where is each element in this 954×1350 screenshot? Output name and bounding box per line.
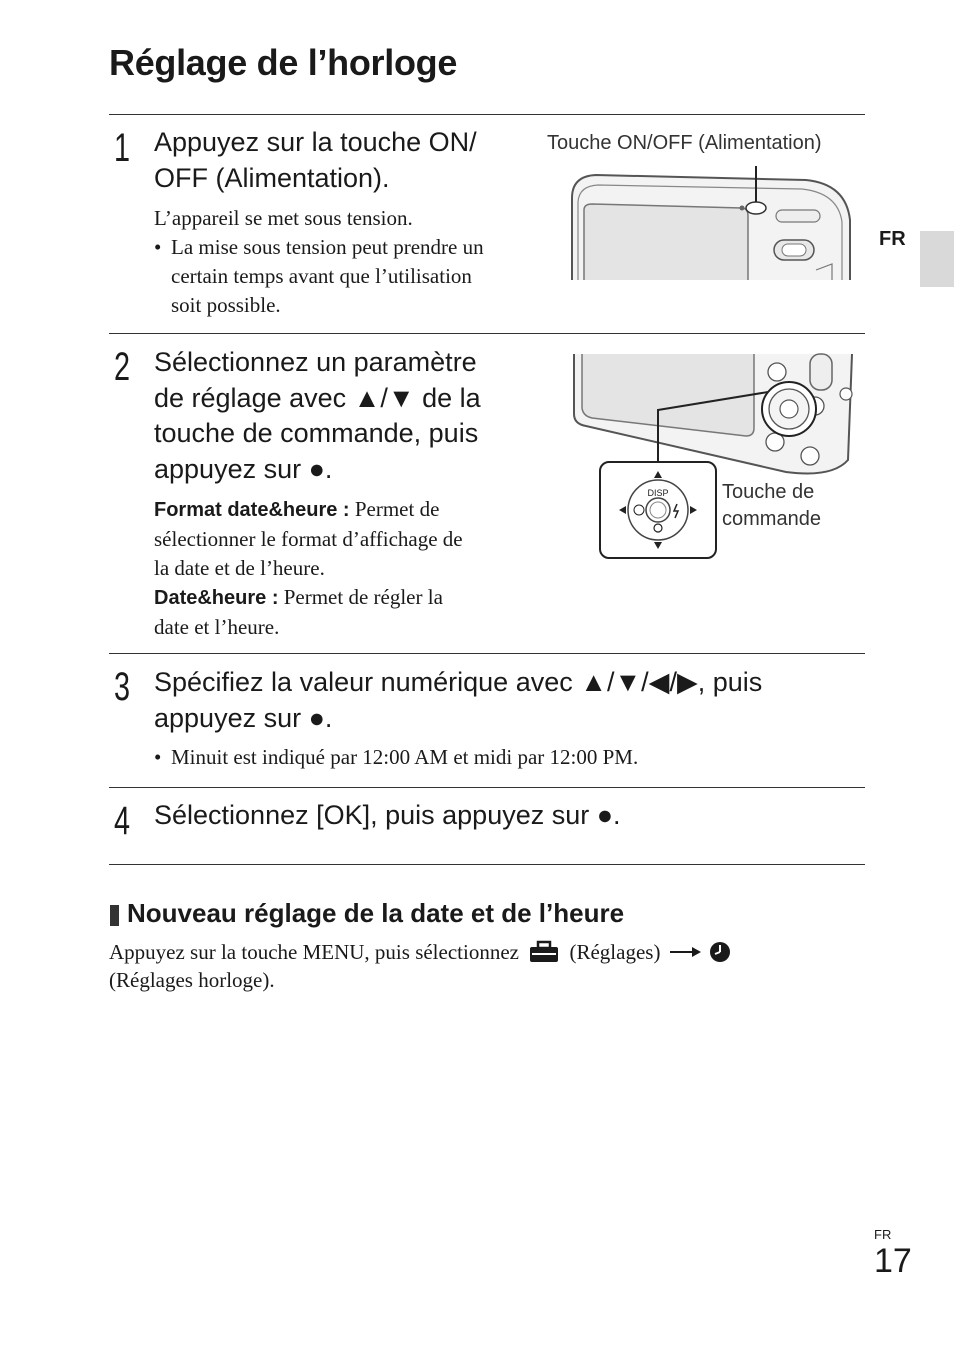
step-bullet (154, 233, 484, 320)
step-body (154, 743, 638, 772)
term-text: sélectionner le format d’affichage de (154, 527, 463, 551)
language-tab-marker (920, 231, 954, 287)
disp-label: DISP (647, 488, 669, 498)
page-number: 17 (874, 1242, 912, 1280)
section-text: Appuyez sur la touche MENU, puis sélectionnez (109, 940, 519, 964)
term-label: Date&heure : (154, 587, 279, 609)
step-title-line: Appuyez sur la touche ON/ (154, 127, 477, 157)
camera-top-illustration (566, 160, 858, 282)
bullet-line: soit possible. (171, 293, 281, 317)
step-title-line: Sélectionnez un paramètre (154, 347, 477, 377)
footer-lang: FR (874, 1227, 892, 1242)
term-text: Permet de (354, 497, 440, 521)
step-title-line: Spécifiez la valeur numérique avec ▲/▼/◀/▶, puis (154, 667, 763, 697)
step-number: 2 (114, 345, 131, 389)
section-text: (Réglages) (569, 940, 661, 964)
bullet-line: • La mise sous tension peut prendre un (171, 235, 484, 259)
language-tab-label: FR (879, 228, 906, 250)
toolbox-icon (528, 940, 560, 964)
step-body (154, 495, 463, 642)
step-title (154, 125, 477, 196)
section-body (109, 938, 731, 994)
figure-label-line: Touche de (722, 481, 815, 503)
step-number: 1 (114, 126, 131, 170)
page-title: Réglage de l’horloge (109, 42, 458, 83)
term-text: la date et de l’heure. (154, 556, 325, 580)
rule-step4 (109, 787, 865, 788)
figure-label-power-button: Touche ON/OFF (Alimentation) (547, 132, 822, 154)
rule-bottom (109, 864, 865, 865)
figure-label-control-button (722, 479, 821, 533)
step-title-line: appuyez sur ●. (154, 453, 333, 484)
section-heading: Nouveau réglage de la date et de l’heure (127, 898, 625, 928)
term-format (154, 495, 463, 525)
term-date (154, 583, 463, 613)
rule-step2 (109, 333, 865, 334)
term-text: Permet de régler la (283, 585, 443, 609)
step-title-line: touche de commande, puis (154, 418, 479, 448)
step-title (154, 345, 481, 487)
step-number: 4 (114, 799, 131, 843)
step-title: Sélectionnez [OK], puis appuyez sur ●. (154, 800, 621, 830)
bullet-line: certain temps avant que l’utilisation (171, 264, 472, 288)
step-title-line: appuyez sur ●. (154, 702, 333, 733)
step-number: 3 (114, 665, 131, 709)
rule-top (109, 114, 865, 115)
step-title (154, 665, 762, 736)
term-label: Format date&heure : (154, 499, 350, 521)
step-bullet: • Minuit est indiqué par 12:00 AM et midi par 12:00 PM. (154, 743, 638, 772)
figure-label-line: commande (722, 508, 821, 530)
section-text: (Réglages horloge). (109, 968, 275, 992)
clock-icon (709, 941, 731, 963)
step-title-line: de réglage avec ▲/▼ de la (154, 382, 481, 413)
rule-step3 (109, 653, 865, 654)
step-body (154, 204, 484, 320)
step-text: L’appareil se met sous tension. (154, 206, 413, 230)
right-arrow-icon (668, 945, 702, 959)
step-title-line: OFF (Alimentation). (154, 162, 390, 193)
term-text: date et l’heure. (154, 615, 280, 639)
section-marker (110, 905, 119, 926)
